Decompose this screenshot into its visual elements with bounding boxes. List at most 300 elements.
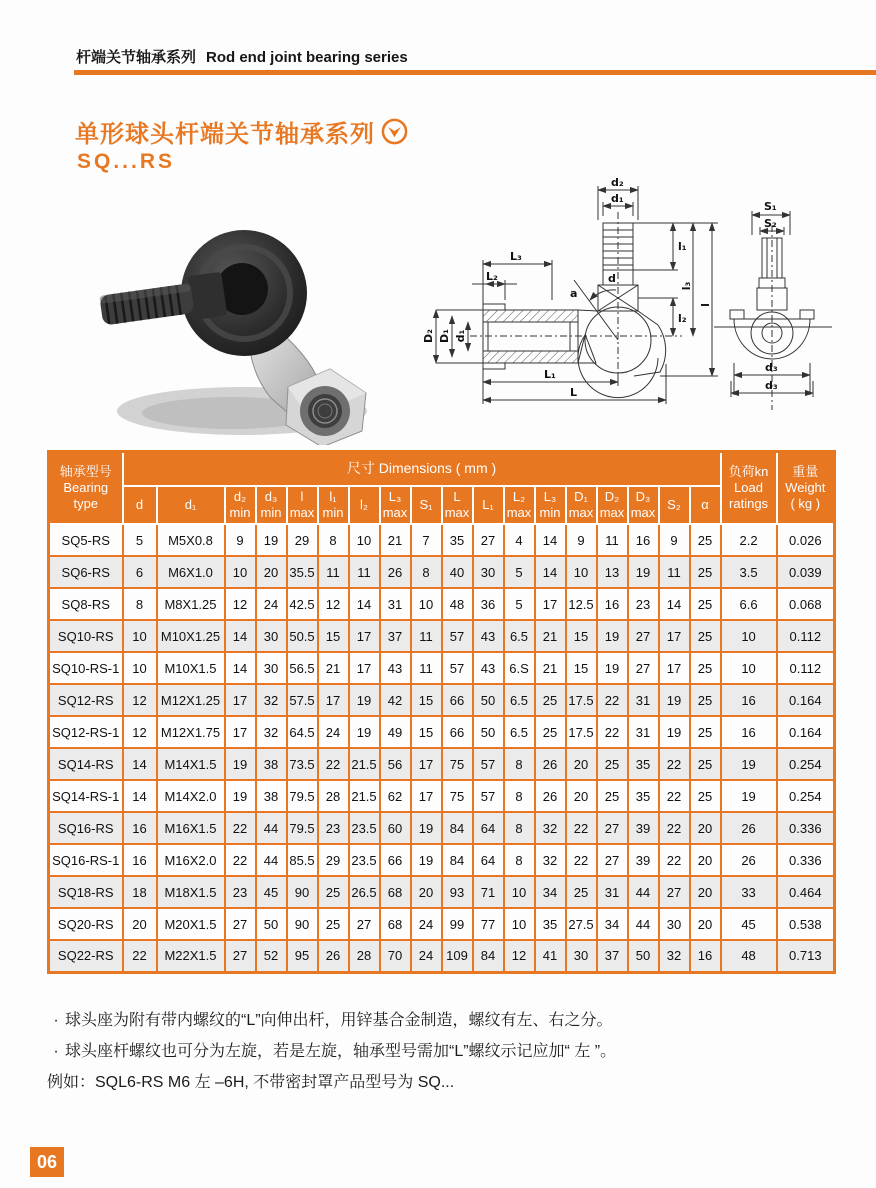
value-cell: 34	[535, 876, 566, 908]
value-cell: 43	[473, 652, 504, 684]
value-cell: 84	[473, 940, 504, 972]
value-cell: 43	[380, 652, 411, 684]
value-cell: 26	[721, 844, 777, 876]
value-cell: 21	[535, 620, 566, 652]
bearing-type-cell: SQ5-RS	[49, 524, 123, 556]
value-cell: 38	[256, 780, 287, 812]
value-cell: 27	[597, 812, 628, 844]
table-body	[49, 524, 835, 972]
value-cell: 2.2	[721, 524, 777, 556]
value-cell: 40	[442, 556, 473, 588]
note-line-example: 例如：SQL6-RS M6 左 –6H, 不带密封罩产品型号为 SQ...	[47, 1074, 455, 1091]
value-cell: 22	[566, 812, 597, 844]
value-cell: 50	[473, 716, 504, 748]
value-cell: 20	[690, 876, 721, 908]
value-cell: 26	[535, 748, 566, 780]
value-cell: 25	[597, 780, 628, 812]
value-cell: 75	[442, 780, 473, 812]
value-cell: 28	[318, 780, 349, 812]
table-row	[49, 780, 835, 812]
value-cell: 14	[535, 524, 566, 556]
value-cell: 44	[256, 844, 287, 876]
value-cell: 85.5	[287, 844, 318, 876]
value-cell: 25	[690, 748, 721, 780]
value-cell: 42	[380, 684, 411, 716]
value-cell: 25	[535, 684, 566, 716]
table-row	[49, 588, 835, 620]
bearing-type-cell: SQ14-RS	[49, 748, 123, 780]
dim-col-header-0: d	[123, 486, 157, 525]
value-cell: 20	[690, 908, 721, 940]
note-line: · 球头座杆螺纹也可分为左旋，若是左旋，轴承型号需加“L”螺纹示记应加“ 左 ”。	[47, 1036, 616, 1067]
value-cell: 22	[597, 716, 628, 748]
value-cell: 26	[318, 940, 349, 972]
value-cell: 57.5	[287, 684, 318, 716]
dim-label: a	[570, 287, 578, 300]
dim-label: l₁	[678, 240, 687, 253]
table-row	[49, 652, 835, 684]
value-cell: 22	[659, 748, 690, 780]
value-cell: 30	[566, 940, 597, 972]
value-cell: M16X1.5	[157, 812, 225, 844]
value-cell: 0.164	[777, 684, 835, 716]
value-cell: 19	[225, 780, 256, 812]
value-cell: 90	[287, 876, 318, 908]
value-cell: 20	[123, 908, 157, 940]
value-cell: 8	[504, 812, 535, 844]
bearing-type-cell: SQ12-RS	[49, 684, 123, 716]
value-cell: 15	[566, 652, 597, 684]
value-cell: 16	[721, 684, 777, 716]
value-cell: 31	[628, 716, 659, 748]
value-cell: 44	[256, 812, 287, 844]
dim-col-header-15: D₃ max	[628, 486, 659, 525]
value-cell: 0.254	[777, 748, 835, 780]
dim-col-header-10: L₁	[473, 486, 504, 525]
dim-label: l	[699, 303, 712, 307]
value-cell: 8	[504, 780, 535, 812]
bearing-type-cell: SQ18-RS	[49, 876, 123, 908]
value-cell: M22X1.5	[157, 940, 225, 972]
series-code: SQ...RS	[77, 150, 176, 173]
value-cell: 19	[597, 652, 628, 684]
value-cell: 32	[659, 940, 690, 972]
bearing-type-cell: SQ16-RS-1	[49, 844, 123, 876]
value-cell: 79.5	[287, 780, 318, 812]
value-cell: 22	[659, 812, 690, 844]
value-cell: 9	[566, 524, 597, 556]
bearing-type-cell: SQ14-RS-1	[49, 780, 123, 812]
dim-col-header-14: D₂ max	[597, 486, 628, 525]
value-cell: 27	[597, 844, 628, 876]
dim-col-header-13: D₁ max	[566, 486, 597, 525]
dim-col-header-3: d₃ min	[256, 486, 287, 525]
table-row	[49, 620, 835, 652]
value-cell: 18	[123, 876, 157, 908]
value-cell: 22	[318, 748, 349, 780]
value-cell: 19	[659, 684, 690, 716]
value-cell: 15	[318, 620, 349, 652]
value-cell: 10	[721, 652, 777, 684]
value-cell: 57	[473, 780, 504, 812]
value-cell: M10X1.25	[157, 620, 225, 652]
value-cell: 8	[504, 844, 535, 876]
value-cell: 23	[225, 876, 256, 908]
running-head	[76, 46, 408, 67]
value-cell: 8	[123, 588, 157, 620]
table-row	[49, 684, 835, 716]
dim-label: S₂	[764, 217, 777, 230]
value-cell: 33	[721, 876, 777, 908]
value-cell: 30	[256, 620, 287, 652]
value-cell: 9	[659, 524, 690, 556]
value-cell: 93	[442, 876, 473, 908]
value-cell: 42.5	[287, 588, 318, 620]
value-cell: 0.336	[777, 844, 835, 876]
table-row	[49, 556, 835, 588]
value-cell: M12X1.25	[157, 684, 225, 716]
value-cell: 10	[504, 876, 535, 908]
value-cell: 6.5	[504, 716, 535, 748]
value-cell: 68	[380, 876, 411, 908]
value-cell: 12	[123, 716, 157, 748]
value-cell: 0.464	[777, 876, 835, 908]
value-cell: 71	[473, 876, 504, 908]
value-cell: 50	[628, 940, 659, 972]
dim-col-header-9: L max	[442, 486, 473, 525]
dim-col-header-17: α	[690, 486, 721, 525]
value-cell: 19	[597, 620, 628, 652]
value-cell: 20	[690, 812, 721, 844]
value-cell: 7	[411, 524, 442, 556]
value-cell: 56	[380, 748, 411, 780]
value-cell: M8X1.25	[157, 588, 225, 620]
value-cell: 11	[597, 524, 628, 556]
dim-col-header-11: L₂ max	[504, 486, 535, 525]
value-cell: 12	[504, 940, 535, 972]
value-cell: 17	[225, 684, 256, 716]
value-cell: 43	[473, 620, 504, 652]
value-cell: 48	[442, 588, 473, 620]
dimension-table	[47, 450, 836, 974]
dim-label: L	[570, 386, 578, 399]
value-cell: 0.254	[777, 780, 835, 812]
value-cell: 11	[349, 556, 380, 588]
value-cell: 23	[318, 812, 349, 844]
bearing-type-cell: SQ8-RS	[49, 588, 123, 620]
value-cell: 109	[442, 940, 473, 972]
value-cell: 25	[318, 876, 349, 908]
value-cell: 22	[659, 780, 690, 812]
bullet-icon: ·	[53, 1012, 59, 1029]
page-title: 单形球头杆端关节轴承系列	[75, 121, 375, 148]
value-cell: 21	[318, 652, 349, 684]
dim-label: L₃	[510, 250, 522, 263]
value-cell: 30	[659, 908, 690, 940]
dim-label: l₃	[680, 281, 693, 291]
value-cell: 10	[566, 556, 597, 588]
value-cell: 16	[721, 716, 777, 748]
value-cell: 57	[442, 652, 473, 684]
value-cell: 21	[535, 652, 566, 684]
value-cell: 27	[628, 652, 659, 684]
table-row	[49, 876, 835, 908]
value-cell: 6.5	[504, 684, 535, 716]
value-cell: 17	[535, 588, 566, 620]
circled-chevron-down-icon	[381, 118, 408, 145]
value-cell: 50	[256, 908, 287, 940]
value-cell: 84	[442, 844, 473, 876]
value-cell: 11	[411, 652, 442, 684]
value-cell: 0.164	[777, 716, 835, 748]
value-cell: 35	[628, 748, 659, 780]
value-cell: 10	[721, 620, 777, 652]
value-cell: 19	[411, 812, 442, 844]
value-cell: 19	[659, 716, 690, 748]
value-cell: 14	[225, 652, 256, 684]
value-cell: 26.5	[349, 876, 380, 908]
value-cell: 17	[225, 716, 256, 748]
bearing-type-header: 轴承型号 Bearing type	[49, 452, 123, 525]
value-cell: M12X1.75	[157, 716, 225, 748]
value-cell: 6.6	[721, 588, 777, 620]
value-cell: 19	[628, 556, 659, 588]
value-cell: 5	[504, 588, 535, 620]
value-cell: 38	[256, 748, 287, 780]
value-cell: 23.5	[349, 812, 380, 844]
value-cell: 17	[349, 620, 380, 652]
value-cell: 11	[411, 620, 442, 652]
value-cell: 39	[628, 812, 659, 844]
dim-label: d₂	[611, 176, 624, 189]
dim-label: d₃	[765, 379, 778, 392]
value-cell: M5X0.8	[157, 524, 225, 556]
value-cell: 70	[380, 940, 411, 972]
value-cell: 37	[380, 620, 411, 652]
dim-col-header-5: l₁ min	[318, 486, 349, 525]
table-row	[49, 716, 835, 748]
value-cell: 25	[690, 684, 721, 716]
value-cell: 27	[628, 620, 659, 652]
value-cell: 26	[535, 780, 566, 812]
value-cell: 22	[225, 812, 256, 844]
value-cell: 17	[659, 652, 690, 684]
value-cell: 15	[411, 716, 442, 748]
value-cell: 15	[566, 620, 597, 652]
value-cell: 57	[473, 748, 504, 780]
value-cell: 0.538	[777, 908, 835, 940]
value-cell: 22	[597, 684, 628, 716]
value-cell: 17	[411, 780, 442, 812]
value-cell: 17.5	[566, 684, 597, 716]
value-cell: 13	[597, 556, 628, 588]
value-cell: 12	[225, 588, 256, 620]
value-cell: 16	[628, 524, 659, 556]
value-cell: 14	[225, 620, 256, 652]
value-cell: 35.5	[287, 556, 318, 588]
value-cell: 8	[411, 556, 442, 588]
value-cell: 0.068	[777, 588, 835, 620]
value-cell: 27	[225, 940, 256, 972]
value-cell: 49	[380, 716, 411, 748]
value-cell: 21	[380, 524, 411, 556]
dimensions-header: 尺寸 Dimensions ( mm )	[123, 452, 721, 486]
value-cell: 25	[690, 652, 721, 684]
dim-label: l₂	[678, 312, 687, 325]
value-cell: 12	[318, 588, 349, 620]
value-cell: 0.026	[777, 524, 835, 556]
value-cell: 6.S	[504, 652, 535, 684]
value-cell: 19	[349, 716, 380, 748]
value-cell: 25	[690, 620, 721, 652]
value-cell: 12	[123, 684, 157, 716]
value-cell: 66	[442, 716, 473, 748]
value-cell: 3.5	[721, 556, 777, 588]
value-cell: 11	[318, 556, 349, 588]
value-cell: 5	[123, 524, 157, 556]
bearing-type-cell: SQ6-RS	[49, 556, 123, 588]
technical-drawing-side	[420, 150, 730, 440]
value-cell: 79.5	[287, 812, 318, 844]
bearing-type-cell: SQ12-RS-1	[49, 716, 123, 748]
value-cell: 39	[628, 844, 659, 876]
value-cell: 27	[349, 908, 380, 940]
header-row-2	[49, 486, 835, 525]
bearing-type-cell: SQ22-RS	[49, 940, 123, 972]
value-cell: 6.5	[504, 620, 535, 652]
value-cell: 62	[380, 780, 411, 812]
value-cell: 17	[349, 652, 380, 684]
dim-col-header-1: d₁	[157, 486, 225, 525]
value-cell: 45	[721, 908, 777, 940]
value-cell: 44	[628, 908, 659, 940]
value-cell: 27	[473, 524, 504, 556]
value-cell: 5	[504, 556, 535, 588]
value-cell: 10	[123, 620, 157, 652]
value-cell: 16	[123, 844, 157, 876]
value-cell: 23	[628, 588, 659, 620]
value-cell: 10	[504, 908, 535, 940]
value-cell: 36	[473, 588, 504, 620]
value-cell: 25	[690, 556, 721, 588]
value-cell: 23.5	[349, 844, 380, 876]
value-cell: 16	[597, 588, 628, 620]
value-cell: 17	[318, 684, 349, 716]
bearing-type-cell: SQ10-RS	[49, 620, 123, 652]
value-cell: 0.112	[777, 620, 835, 652]
value-cell: 52	[256, 940, 287, 972]
value-cell: 17.5	[566, 716, 597, 748]
note-line: · 球头座为附有带内螺纹的“L”向伸出杆，用锌基合金制造，螺纹有左、右之分。	[47, 1005, 616, 1036]
dim-label: S₁	[764, 200, 777, 213]
value-cell: 19	[256, 524, 287, 556]
value-cell: 15	[411, 684, 442, 716]
value-cell: 95	[287, 940, 318, 972]
dim-label: D₁	[438, 329, 451, 343]
value-cell: M14X2.0	[157, 780, 225, 812]
value-cell: M14X1.5	[157, 748, 225, 780]
value-cell: 50.5	[287, 620, 318, 652]
table-row	[49, 940, 835, 972]
product-photo	[92, 205, 372, 445]
value-cell: M16X2.0	[157, 844, 225, 876]
value-cell: 64.5	[287, 716, 318, 748]
dim-label: d₁	[454, 329, 467, 343]
value-cell: 19	[225, 748, 256, 780]
table-row	[49, 844, 835, 876]
notes-block	[47, 1005, 616, 1098]
value-cell: 99	[442, 908, 473, 940]
value-cell: 17	[659, 620, 690, 652]
accent-rule	[74, 70, 876, 75]
value-cell: 37	[597, 940, 628, 972]
value-cell: 84	[442, 812, 473, 844]
value-cell: 17	[411, 748, 442, 780]
page-number-badge: 06	[30, 1147, 64, 1177]
value-cell: 29	[318, 844, 349, 876]
value-cell: 0.112	[777, 652, 835, 684]
value-cell: 25	[597, 748, 628, 780]
value-cell: 35	[442, 524, 473, 556]
value-cell: 31	[628, 684, 659, 716]
value-cell: 26	[380, 556, 411, 588]
value-cell: 64	[473, 812, 504, 844]
value-cell: 25	[690, 780, 721, 812]
dim-label: d₁	[611, 192, 624, 205]
value-cell: 6	[123, 556, 157, 588]
value-cell: 10	[349, 524, 380, 556]
value-cell: 27	[225, 908, 256, 940]
dim-col-header-8: S₁	[411, 486, 442, 525]
value-cell: 68	[380, 908, 411, 940]
value-cell: 29	[287, 524, 318, 556]
dim-col-header-6: l₂	[349, 486, 380, 525]
dim-col-header-4: l max	[287, 486, 318, 525]
value-cell: 21.5	[349, 748, 380, 780]
value-cell: 22	[225, 844, 256, 876]
series-title-zh: 杆端关节轴承系列	[76, 49, 197, 66]
value-cell: 26	[721, 812, 777, 844]
value-cell: 0.336	[777, 812, 835, 844]
value-cell: 27.5	[566, 908, 597, 940]
value-cell: 19	[721, 748, 777, 780]
value-cell: 10	[123, 652, 157, 684]
value-cell: 25	[535, 716, 566, 748]
value-cell: 73.5	[287, 748, 318, 780]
value-cell: 41	[535, 940, 566, 972]
value-cell: 34	[597, 908, 628, 940]
table-row	[49, 908, 835, 940]
value-cell: 45	[256, 876, 287, 908]
value-cell: 19	[411, 844, 442, 876]
value-cell: 66	[380, 844, 411, 876]
value-cell: 35	[628, 780, 659, 812]
bearing-type-cell: SQ16-RS	[49, 812, 123, 844]
value-cell: 10	[225, 556, 256, 588]
value-cell: 16	[690, 940, 721, 972]
value-cell: 19	[349, 684, 380, 716]
load-ratings-header: 负荷kn Load ratings	[721, 452, 777, 525]
technical-drawing-end	[714, 175, 876, 425]
value-cell: 8	[318, 524, 349, 556]
value-cell: M10X1.5	[157, 652, 225, 684]
value-cell: 4	[504, 524, 535, 556]
table-row	[49, 812, 835, 844]
value-cell: 30	[473, 556, 504, 588]
value-cell: 21.5	[349, 780, 380, 812]
value-cell: 44	[628, 876, 659, 908]
dim-col-header-7: L₃ max	[380, 486, 411, 525]
